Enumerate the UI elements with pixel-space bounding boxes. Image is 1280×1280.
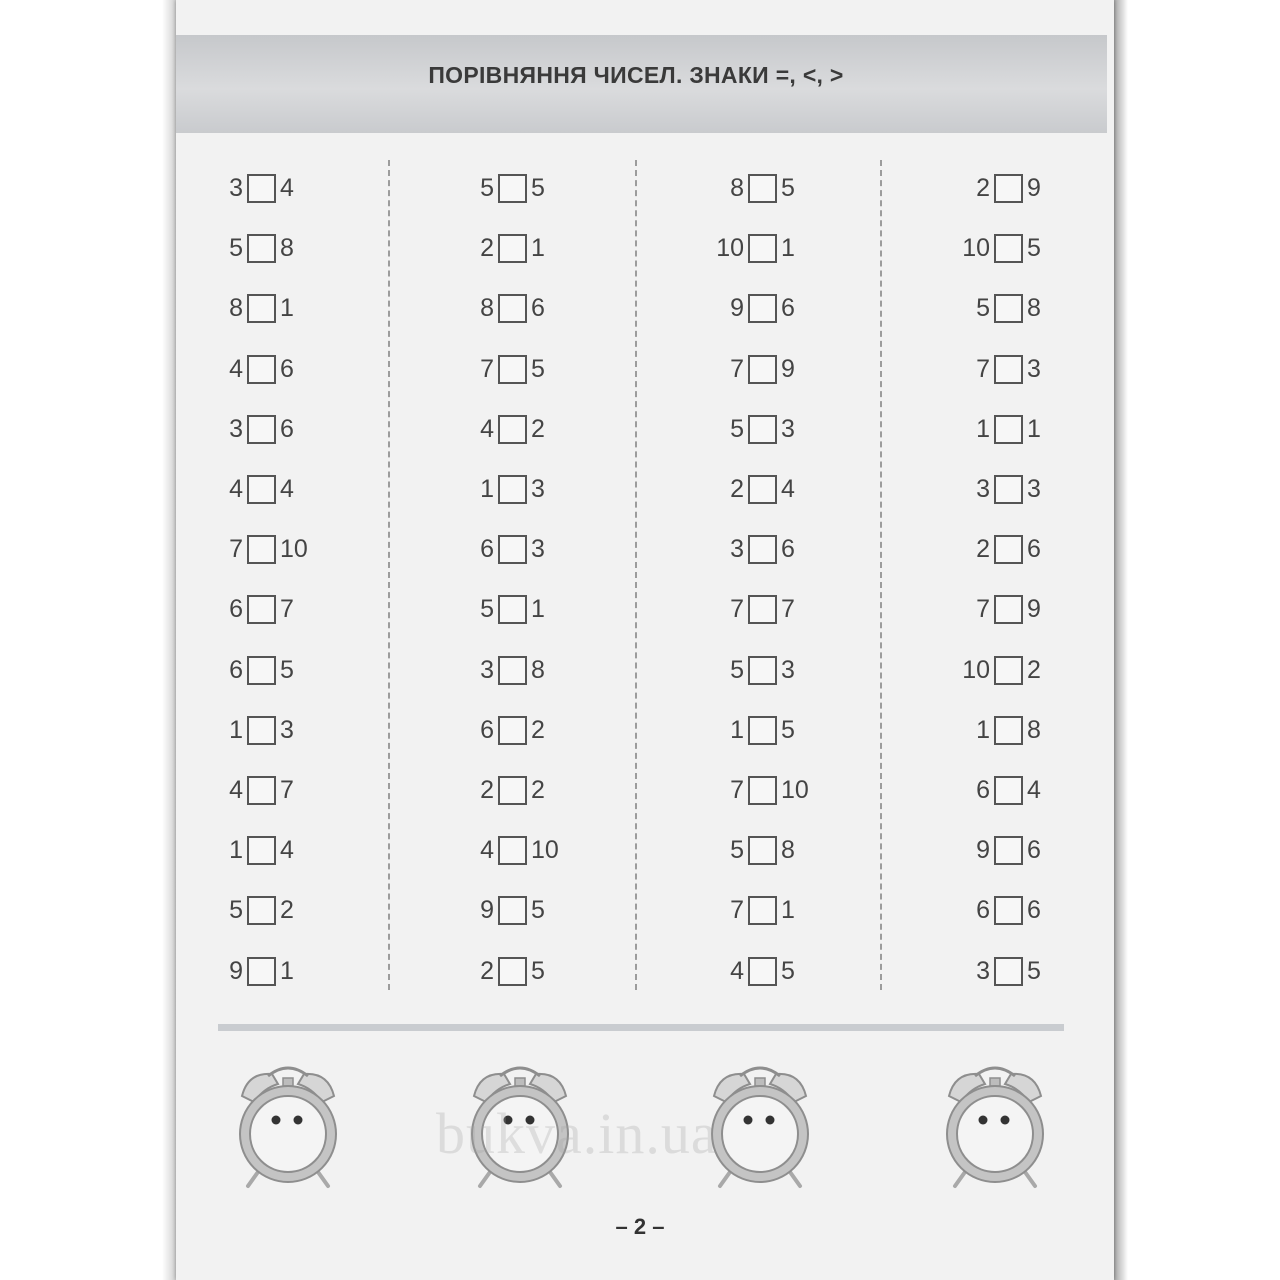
left-number: 8 — [730, 173, 744, 202]
left-number: 2 — [480, 775, 494, 804]
comparison-row — [454, 594, 571, 624]
left-number: 10 — [962, 655, 990, 684]
comparison-row — [704, 173, 821, 203]
left-number: 2 — [976, 534, 990, 563]
comparison-row — [454, 414, 571, 444]
left-number: 3 — [480, 655, 494, 684]
comparison-row — [950, 895, 1067, 925]
left-number: 8 — [229, 293, 243, 322]
left-number: 5 — [480, 594, 494, 623]
right-number: 6 — [1027, 895, 1041, 924]
left-number: 1 — [976, 414, 990, 443]
left-number: 7 — [229, 534, 243, 563]
answer-box[interactable] — [748, 535, 777, 564]
answer-box[interactable] — [748, 294, 777, 323]
answer-box[interactable] — [247, 475, 276, 504]
left-number: 8 — [480, 293, 494, 322]
answer-box[interactable] — [247, 656, 276, 685]
right-number: 3 — [280, 715, 294, 744]
comparison-row — [950, 594, 1067, 624]
answer-box[interactable] — [498, 415, 527, 444]
alarm-clock-icon — [238, 1062, 338, 1190]
left-number: 4 — [480, 835, 494, 864]
comparison-row — [950, 534, 1067, 564]
comparison-row — [203, 233, 320, 263]
right-number: 6 — [781, 293, 795, 322]
comparison-row — [203, 655, 320, 685]
comparison-row — [454, 715, 571, 745]
left-number: 7 — [730, 594, 744, 623]
left-number: 5 — [229, 895, 243, 924]
right-number: 1 — [531, 233, 545, 262]
right-number: 6 — [1027, 534, 1041, 563]
comparison-row — [454, 655, 571, 685]
right-number: 9 — [1027, 173, 1041, 202]
answer-box[interactable] — [748, 656, 777, 685]
column-divider — [388, 160, 390, 990]
answer-box[interactable] — [247, 415, 276, 444]
left-number: 7 — [976, 594, 990, 623]
comparison-row — [704, 775, 821, 805]
right-number: 4 — [781, 474, 795, 503]
left-number: 6 — [229, 655, 243, 684]
comparison-row — [704, 414, 821, 444]
right-number: 8 — [781, 835, 795, 864]
right-number: 5 — [781, 956, 795, 985]
comparison-row — [454, 956, 571, 986]
left-number: 3 — [976, 956, 990, 985]
answer-box[interactable] — [247, 776, 276, 805]
right-number: 4 — [1027, 775, 1041, 804]
right-number: 6 — [781, 534, 795, 563]
left-number: 5 — [229, 233, 243, 262]
right-number: 3 — [531, 474, 545, 503]
answer-box[interactable] — [748, 475, 777, 504]
right-number: 6 — [1027, 835, 1041, 864]
comparison-row — [454, 474, 571, 504]
right-number: 3 — [1027, 474, 1041, 503]
comparison-row — [203, 293, 320, 323]
comparison-row — [203, 775, 320, 805]
right-number: 10 — [280, 534, 308, 563]
comparison-row — [950, 354, 1067, 384]
left-number: 2 — [480, 233, 494, 262]
right-number: 3 — [781, 414, 795, 443]
comparison-row — [704, 354, 821, 384]
comparison-row — [704, 895, 821, 925]
left-number: 7 — [730, 775, 744, 804]
comparison-row — [704, 474, 821, 504]
right-number: 2 — [531, 715, 545, 744]
right-number: 8 — [531, 655, 545, 684]
left-number: 10 — [962, 233, 990, 262]
page-number: – 2 – — [615, 1214, 665, 1239]
left-number: 1 — [229, 715, 243, 744]
comparison-row — [454, 895, 571, 925]
left-number: 4 — [229, 474, 243, 503]
comparison-row — [950, 414, 1067, 444]
left-number: 3 — [229, 414, 243, 443]
right-number: 1 — [531, 594, 545, 623]
comparison-row — [454, 233, 571, 263]
answer-box[interactable] — [247, 957, 276, 986]
left-number: 5 — [480, 173, 494, 202]
comparison-row — [203, 594, 320, 624]
left-number: 3 — [730, 534, 744, 563]
comparison-row — [950, 715, 1067, 745]
right-number: 2 — [531, 414, 545, 443]
page-shadow-left — [162, 0, 176, 1280]
comparison-row — [704, 594, 821, 624]
answer-box[interactable] — [748, 957, 777, 986]
comparison-row — [203, 354, 320, 384]
right-number: 4 — [280, 835, 294, 864]
comparison-row — [704, 655, 821, 685]
comparison-row — [950, 173, 1067, 203]
right-number: 8 — [1027, 715, 1041, 744]
right-number: 5 — [781, 173, 795, 202]
comparison-row — [950, 233, 1067, 263]
answer-box[interactable] — [994, 294, 1023, 323]
answer-box[interactable] — [748, 174, 777, 203]
left-number: 10 — [716, 233, 744, 262]
answer-box[interactable] — [498, 475, 527, 504]
comparison-row — [203, 534, 320, 564]
left-number: 2 — [976, 173, 990, 202]
right-number: 5 — [531, 354, 545, 383]
comparison-row — [950, 835, 1067, 865]
answer-box[interactable] — [247, 535, 276, 564]
page-title: ПОРІВНЯННЯ ЧИСЕЛ. ЗНАКИ =, <, > — [428, 62, 844, 88]
answer-box[interactable] — [748, 234, 777, 263]
comparison-row — [704, 293, 821, 323]
comparison-row — [454, 173, 571, 203]
answer-box[interactable] — [247, 355, 276, 384]
right-number: 7 — [781, 594, 795, 623]
left-number: 3 — [229, 173, 243, 202]
left-number: 1 — [480, 474, 494, 503]
answer-box[interactable] — [247, 716, 276, 745]
comparison-row — [203, 956, 320, 986]
left-number: 6 — [976, 895, 990, 924]
answer-box[interactable] — [994, 595, 1023, 624]
right-number: 1 — [280, 956, 294, 985]
right-number: 9 — [781, 354, 795, 383]
answer-box[interactable] — [748, 595, 777, 624]
answer-box[interactable] — [498, 656, 527, 685]
left-number: 4 — [730, 956, 744, 985]
answer-box[interactable] — [498, 595, 527, 624]
right-number: 4 — [280, 474, 294, 503]
answer-box[interactable] — [498, 294, 527, 323]
answer-box[interactable] — [748, 355, 777, 384]
left-number: 7 — [480, 354, 494, 383]
column-divider — [880, 160, 882, 990]
comparison-row — [203, 414, 320, 444]
answer-box[interactable] — [247, 174, 276, 203]
column-divider — [635, 160, 637, 990]
answer-box[interactable] — [748, 896, 777, 925]
comparison-row — [203, 474, 320, 504]
answer-box[interactable] — [498, 957, 527, 986]
answer-box[interactable] — [994, 475, 1023, 504]
right-number: 1 — [1027, 414, 1041, 443]
answer-box[interactable] — [748, 716, 777, 745]
left-number: 6 — [480, 715, 494, 744]
answer-box[interactable] — [994, 836, 1023, 865]
left-number: 9 — [730, 293, 744, 322]
left-number: 1 — [976, 715, 990, 744]
answer-box[interactable] — [498, 896, 527, 925]
answer-box[interactable] — [498, 776, 527, 805]
comparison-row — [950, 474, 1067, 504]
comparison-row — [704, 233, 821, 263]
answer-box[interactable] — [498, 174, 527, 203]
answer-box[interactable] — [994, 776, 1023, 805]
comparison-row — [950, 293, 1067, 323]
answer-box[interactable] — [498, 535, 527, 564]
left-number: 4 — [480, 414, 494, 443]
right-number: 5 — [781, 715, 795, 744]
answer-box[interactable] — [748, 776, 777, 805]
left-number: 2 — [480, 956, 494, 985]
right-number: 1 — [781, 895, 795, 924]
right-number: 10 — [531, 835, 559, 864]
comparison-row — [704, 956, 821, 986]
answer-box[interactable] — [994, 957, 1023, 986]
answer-box[interactable] — [247, 234, 276, 263]
comparison-row — [454, 835, 571, 865]
right-number: 1 — [781, 233, 795, 262]
answer-box[interactable] — [994, 415, 1023, 444]
answer-box[interactable] — [247, 896, 276, 925]
left-number: 9 — [976, 835, 990, 864]
comparison-row — [454, 775, 571, 805]
right-number: 5 — [531, 895, 545, 924]
watermark: bukva.in.ua — [436, 1101, 718, 1166]
answer-box[interactable] — [247, 294, 276, 323]
left-number: 2 — [730, 474, 744, 503]
answer-box[interactable] — [748, 415, 777, 444]
right-number: 10 — [781, 775, 809, 804]
right-number: 2 — [280, 895, 294, 924]
left-number: 9 — [480, 895, 494, 924]
comparison-row — [203, 895, 320, 925]
answer-box[interactable] — [994, 716, 1023, 745]
comparison-row — [203, 835, 320, 865]
page-shadow-right — [1114, 0, 1128, 1280]
separator-line — [218, 1024, 1064, 1031]
answer-box[interactable] — [994, 234, 1023, 263]
right-number: 8 — [1027, 293, 1041, 322]
answer-box[interactable] — [498, 234, 527, 263]
comparison-row — [203, 173, 320, 203]
comparison-row — [950, 775, 1067, 805]
right-number: 2 — [531, 775, 545, 804]
left-number: 4 — [229, 775, 243, 804]
alarm-clock-icon — [710, 1062, 810, 1190]
left-number: 6 — [480, 534, 494, 563]
comparison-row — [704, 835, 821, 865]
left-number: 4 — [229, 354, 243, 383]
right-number: 5 — [1027, 233, 1041, 262]
left-number: 7 — [976, 354, 990, 383]
right-number: 1 — [280, 293, 294, 322]
comparison-row — [950, 956, 1067, 986]
right-number: 5 — [280, 655, 294, 684]
answer-box[interactable] — [498, 836, 527, 865]
comparison-row — [704, 534, 821, 564]
left-number: 5 — [730, 835, 744, 864]
left-number: 5 — [730, 414, 744, 443]
left-number: 1 — [730, 715, 744, 744]
left-number: 7 — [730, 895, 744, 924]
left-number: 9 — [229, 956, 243, 985]
right-number: 3 — [1027, 354, 1041, 383]
alarm-clock-icon — [945, 1062, 1045, 1190]
right-number: 9 — [1027, 594, 1041, 623]
right-number: 5 — [531, 956, 545, 985]
answer-box[interactable] — [247, 595, 276, 624]
comparison-row — [950, 655, 1067, 685]
answer-box[interactable] — [994, 535, 1023, 564]
answer-box[interactable] — [498, 355, 527, 384]
left-number: 1 — [229, 835, 243, 864]
right-number: 6 — [280, 414, 294, 443]
left-number: 5 — [976, 293, 990, 322]
left-number: 7 — [730, 354, 744, 383]
right-number: 3 — [781, 655, 795, 684]
left-number: 6 — [229, 594, 243, 623]
right-number: 5 — [1027, 956, 1041, 985]
answer-box[interactable] — [247, 836, 276, 865]
right-number: 3 — [531, 534, 545, 563]
right-number: 5 — [531, 173, 545, 202]
answer-box[interactable] — [994, 656, 1023, 685]
right-number: 7 — [280, 775, 294, 804]
answer-box[interactable] — [498, 716, 527, 745]
comparison-row — [454, 293, 571, 323]
right-number: 8 — [280, 233, 294, 262]
right-number: 6 — [280, 354, 294, 383]
left-number: 6 — [976, 775, 990, 804]
comparison-row — [454, 534, 571, 564]
answer-box[interactable] — [748, 836, 777, 865]
left-number: 5 — [730, 655, 744, 684]
left-number: 3 — [976, 474, 990, 503]
right-number: 6 — [531, 293, 545, 322]
comparison-row — [704, 715, 821, 745]
answer-box[interactable] — [994, 355, 1023, 384]
right-number: 4 — [280, 173, 294, 202]
right-number: 2 — [1027, 655, 1041, 684]
answer-box[interactable] — [994, 896, 1023, 925]
comparison-row — [454, 354, 571, 384]
comparison-row — [203, 715, 320, 745]
right-number: 7 — [280, 594, 294, 623]
answer-box[interactable] — [994, 174, 1023, 203]
